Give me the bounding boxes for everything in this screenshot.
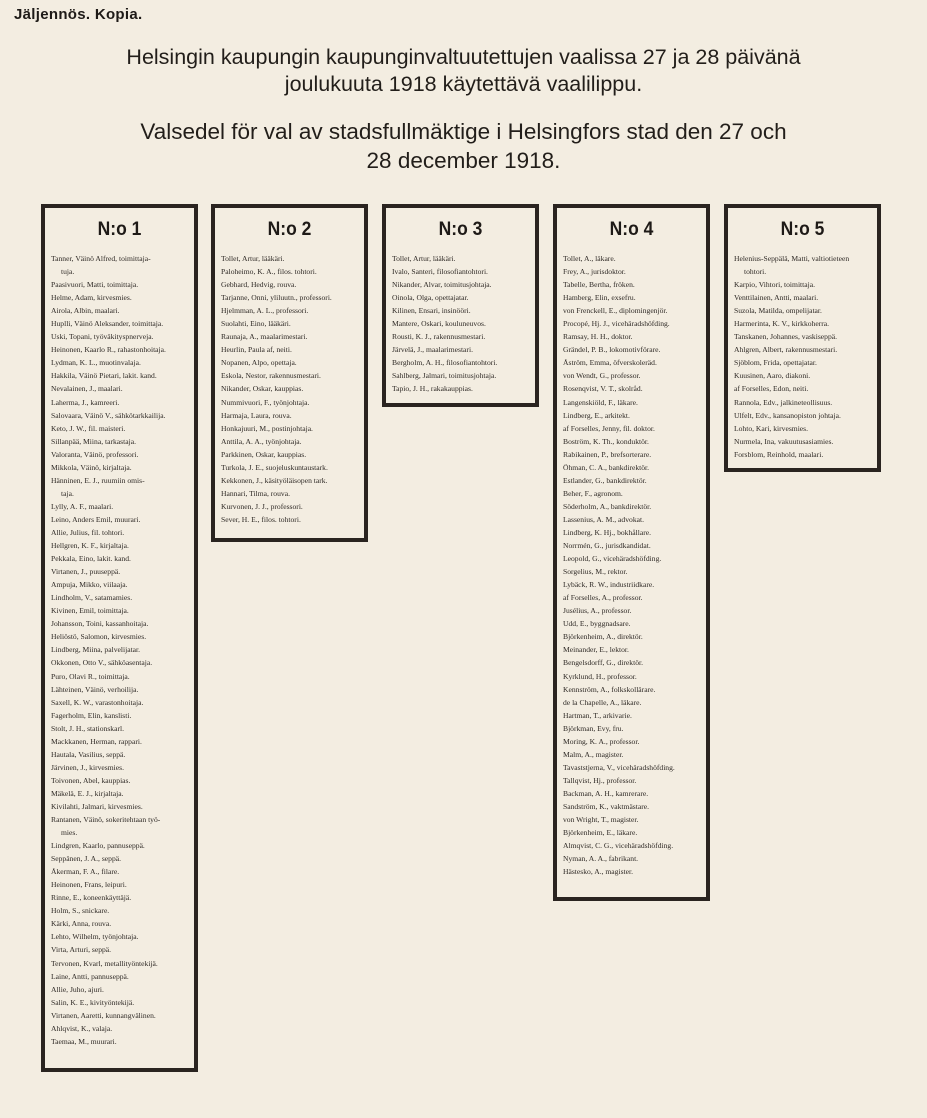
candidate-entry: Lindberg, Miina, palvelijatar. bbox=[51, 645, 141, 655]
candidate-entry: Pekkala, Eino, lakit. kand. bbox=[51, 554, 131, 564]
candidate-entry: Ampuja, Mikko, viilaaja. bbox=[51, 580, 128, 590]
candidate-entry: Stolt, J. H., stationskarl. bbox=[51, 723, 124, 733]
candidate-entry: von Frenckell, E., diplomingenjör. bbox=[563, 306, 668, 316]
candidate-entry: Öhman, C. A., bankdirektör. bbox=[563, 462, 650, 472]
candidate-entry: Boström, K. Th., konduktör. bbox=[563, 436, 649, 446]
candidate-entry: Åkerman, F. A., filare. bbox=[51, 867, 120, 877]
candidate-entry: Rinne, E., koneenkäyttäjä. bbox=[51, 893, 132, 903]
candidate-entry: Rannola, Edv., jalkineteollisuus. bbox=[734, 397, 833, 407]
candidate-entry: Laine, Antti, pannuseppä. bbox=[51, 971, 129, 981]
candidate-entry: Eskola, Nestor, rakennusmestari. bbox=[221, 371, 321, 381]
candidate-entry: Lehto, Wilhelm, työnjohtaja. bbox=[51, 932, 139, 942]
candidate-entry: Paasivuori, Matti, toimittaja. bbox=[51, 280, 139, 290]
candidate-entry: Allie, Juho, ajuri. bbox=[51, 984, 104, 994]
candidate-entry: Kekkonen, J., käsityöläisopen tark. bbox=[221, 475, 328, 485]
candidate-entry: Tollet, Artur, lääkäri. bbox=[221, 254, 285, 263]
candidate-names bbox=[563, 252, 700, 878]
candidate-entry: Puro, Olavi R., toimittaja. bbox=[51, 671, 130, 681]
candidate-entry: Nevalainen, J., maalari. bbox=[51, 384, 123, 394]
candidate-entry: Åström, Emma, öfverskoleräd. bbox=[563, 358, 657, 368]
candidate-entry: Mackkanen, Herman, rappari. bbox=[51, 736, 142, 746]
candidate-entry: Harmaja, Laura, rouva. bbox=[221, 410, 292, 420]
candidate-entry: Karpio, Vihtori, toimittaja. bbox=[734, 280, 816, 290]
candidate-entry: Mäkelä, E. J., kirjaltaja. bbox=[51, 788, 124, 798]
candidate-entry: Kurvonen, J. J., professori. bbox=[221, 501, 303, 511]
candidate-entry: Leopold, G., vicehäradshöfding. bbox=[563, 554, 662, 564]
candidate-entry: Forsblom, Reinhold, maalari. bbox=[734, 449, 824, 459]
candidate-entry: Mantere, Oskari, kouluneuvos. bbox=[392, 319, 486, 329]
candidate-entry: Johansson, Toini, kassanhoitaja. bbox=[51, 619, 149, 629]
candidate-list-4[interactable] bbox=[553, 204, 710, 901]
candidate-entry: Anttila, A. A., työnjohtaja. bbox=[221, 436, 302, 446]
candidate-entry: Estlander, G., bankdirektör. bbox=[563, 475, 647, 485]
candidate-names bbox=[392, 252, 529, 396]
candidate-list-3[interactable] bbox=[382, 204, 539, 407]
candidate-entry: Nikander, Oskar, kauppias. bbox=[221, 384, 304, 394]
candidate-entry: Backman, A. H., kamrerare. bbox=[563, 788, 649, 798]
candidate-entry: Norrmén, G., jurisdkandidat. bbox=[563, 541, 651, 551]
candidate-entry: mies. bbox=[61, 828, 78, 838]
candidate-entry: Tanskanen, Johannes, vaskiseppä. bbox=[734, 332, 838, 342]
candidate-entry: Rousti, K. J., rakennusmestari. bbox=[392, 332, 486, 342]
candidate-entry: Raunaja, A., maalarimestari. bbox=[221, 332, 308, 342]
candidate-entry: Sahlberg, Jalmari, toimitusjohtaja. bbox=[392, 371, 497, 381]
candidate-entry: Rosenqvist, V. T., skolråd. bbox=[563, 384, 643, 394]
candidate-entry: Turkola, J. E., suojeluskuntaustark. bbox=[221, 462, 328, 472]
candidate-entry: Björkman, Evy, fru. bbox=[563, 723, 624, 733]
list-number: N:o 1 bbox=[97, 219, 142, 240]
candidate-entry: Okkonen, Otto V., sähköasentaja. bbox=[51, 658, 153, 668]
candidate-entry: Ahlqvist, K., valaja. bbox=[51, 1023, 113, 1033]
candidate-entry: Suzola, Matilda, ompelijatar. bbox=[734, 306, 822, 316]
ballot-title-finnish-line1: Helsingin kaupungin kaupunginvaltuutettujen vaalissa 27 ja 28 päivänä bbox=[126, 45, 801, 69]
list-number: N:o 2 bbox=[267, 219, 312, 240]
list-number: N:o 4 bbox=[609, 219, 654, 240]
candidate-entry: Langenskiöld, F., läkare. bbox=[563, 397, 638, 407]
candidate-entry: Virta, Arturi, seppä. bbox=[51, 945, 112, 955]
candidate-entry: Lohto, Kari, kirvesmies. bbox=[734, 423, 809, 433]
candidate-entry: Saxell, K. W., varastonhoitaja. bbox=[51, 697, 144, 707]
candidate-entry: Tervonen, Kvarl, metallityöntekijä. bbox=[51, 958, 158, 968]
list-number: N:o 3 bbox=[438, 219, 483, 240]
candidate-entry: Hjelmman, A. L., professori. bbox=[221, 306, 309, 316]
candidate-entry: Sjöblom, Frida, opettajatar. bbox=[734, 358, 817, 368]
candidate-entry: Kennström, A., folkskollärare. bbox=[563, 684, 656, 694]
candidate-entry: Oinola, Olga, opettajatar. bbox=[392, 293, 469, 303]
candidate-entry: Sandström, K., vaktmästare. bbox=[563, 801, 650, 811]
candidate-entry: Lybäck, R. W., industriidkare. bbox=[563, 580, 655, 590]
candidate-entry: Valoranta, Väinö, professori. bbox=[51, 449, 139, 459]
candidate-entry: Frey, A., jurisdoktor. bbox=[563, 267, 626, 277]
candidate-entry: Lylly, A. F., maalari. bbox=[51, 501, 114, 511]
ballot-title-swedish-line1: Valsedel för val av stadsfullmäktige i Helsingfors stad den 27 och bbox=[140, 119, 787, 144]
candidate-entry: von Wendt, G., professor. bbox=[563, 371, 641, 381]
candidate-entry: Heliöstö, Salomon, kirvesmies. bbox=[51, 632, 147, 642]
candidate-entry: Hartman, T., arkivarie. bbox=[563, 710, 632, 720]
candidate-entry: Taemaa, M., muurari. bbox=[51, 1036, 117, 1046]
candidate-entry: Ulfelt, Edv., kansanopiston johtaja. bbox=[734, 410, 841, 420]
candidate-entry: Söderholm, A., bankdirektör. bbox=[563, 501, 652, 511]
candidate-list-1[interactable] bbox=[41, 204, 198, 1072]
candidate-entry: Virtanen, Aaretti, kunnangvälinen. bbox=[51, 1010, 156, 1020]
ballot-title-finnish-line2: joulukuuta 1918 käytettävä vaalilippu. bbox=[284, 72, 643, 96]
candidate-entry: Salovaara, Väinö V., sähkötarkkailija. bbox=[51, 410, 166, 420]
candidate-entry: Nyman, A. A., fabrikant. bbox=[563, 854, 639, 864]
candidate-entry: Tavaststjerna, V., vicehäradshöfding. bbox=[563, 762, 675, 772]
candidate-entry: Lindberg, K. Hj., bokhållare. bbox=[563, 527, 652, 537]
candidate-entry: Hannari, Tilma, rouva. bbox=[221, 488, 290, 498]
candidate-entry: Allie, Julius, fil. tohtori. bbox=[51, 527, 125, 537]
candidate-entry: Heurlin, Paula af, neiti. bbox=[221, 345, 292, 355]
candidate-entry: Leino, Anders Emil, muurari. bbox=[51, 514, 141, 524]
candidate-entry: Lydman, K. L., muotinvalaja. bbox=[51, 358, 141, 368]
candidate-entry: Keto, J. W., fil. maisteri. bbox=[51, 423, 126, 433]
candidate-entry: tohtori. bbox=[744, 267, 767, 277]
candidate-entry: Toivonen, Abel, kauppias. bbox=[51, 775, 131, 785]
candidate-names bbox=[51, 252, 188, 1048]
candidate-entry: Sever, H. E., filos. tohtori. bbox=[221, 514, 301, 524]
candidate-entry: Björkenheim, E., läkare. bbox=[563, 828, 638, 838]
candidate-entry: af Forselles, A., professor. bbox=[563, 593, 643, 603]
ballot-title-finnish bbox=[0, 44, 927, 98]
candidate-list-2[interactable] bbox=[211, 204, 368, 542]
candidate-entry: Lähteinen, Väinö, verhoilija. bbox=[51, 684, 139, 694]
candidate-entry: Nummivuori, F., työnjohtaja. bbox=[221, 397, 310, 407]
copy-stamp: Jäljennös. Kopia. bbox=[14, 6, 143, 23]
candidate-entry: Parkkinen, Oskar, kauppias. bbox=[221, 449, 307, 459]
candidate-entry: Ivalo, Santeri, filosofiantohtori. bbox=[392, 267, 488, 277]
candidate-entry: taja. bbox=[61, 488, 74, 498]
candidate-entry: Tollet, Artur, lääkäri. bbox=[392, 254, 456, 263]
candidate-entry: Kivilahti, Jalmari, kirvesmies. bbox=[51, 801, 143, 811]
candidate-entry: Lassenius, A. M., advokat. bbox=[563, 514, 644, 524]
candidate-entry: Kuusinen, Aaro, diakoni. bbox=[734, 371, 811, 381]
candidate-entry: Hautala, Vasilius, seppä. bbox=[51, 749, 126, 759]
candidate-entry: Harmerinta, K. V., kirkkoherra. bbox=[734, 319, 830, 329]
candidate-entry: Honkajuuri, M., postinjohtaja. bbox=[221, 423, 313, 433]
candidate-entry: Beher, F., agronom. bbox=[563, 488, 623, 498]
candidate-entry: Björkenheim, A., direktör. bbox=[563, 632, 643, 642]
candidate-entry: Mikkola, Väinö, kirjaltaja. bbox=[51, 462, 132, 472]
candidate-entry: Seppänen, J. A., seppä. bbox=[51, 854, 122, 864]
candidate-entry: Heinonen, Frans, leipuri. bbox=[51, 880, 127, 890]
candidate-entry: Nopanen, Alpo, opettaja. bbox=[221, 358, 297, 368]
candidate-entry: Hänninen, E. J., ruumiin omis- bbox=[51, 475, 145, 485]
candidate-entry: Järvinen, J., kirvesmies. bbox=[51, 762, 124, 772]
candidate-entry: Laherma, J., kamreeri. bbox=[51, 397, 120, 407]
candidate-entry: Bengelsdorff, G., direktör. bbox=[563, 658, 644, 668]
candidate-entry: Uski, Topani, työväkityspnerveja. bbox=[51, 332, 154, 342]
candidate-entry: Fagerholm, Elin, kanslisti. bbox=[51, 710, 132, 720]
candidate-entry: Sorgelius, M., rektor. bbox=[563, 567, 628, 577]
candidate-entry: af Forselles, Jenny, fil. doktor. bbox=[563, 423, 655, 433]
candidate-entry: Helenius-Seppälä, Matti, valtiotieteen bbox=[734, 254, 850, 263]
candidate-entry: Jusélius, A., professor. bbox=[563, 606, 632, 616]
candidate-entry: Venttilainen, Antti, maalari. bbox=[734, 293, 819, 303]
candidate-entry: de la Chapelle, A., läkare. bbox=[563, 697, 642, 707]
candidate-entry: Hamberg, Elin, exsefru. bbox=[563, 293, 636, 303]
candidate-entry: Moring, K. A., professor. bbox=[563, 736, 640, 746]
candidate-entry: Tanner, Väinö Alfred, toimittaja- bbox=[51, 254, 151, 263]
candidate-entry: Hellgren, K. F., kirjaltaja. bbox=[51, 541, 129, 551]
ballot-title-swedish bbox=[0, 117, 927, 175]
candidate-entry: Kärki, Anna, rouva. bbox=[51, 919, 112, 929]
candidate-entry: Tabelle, Bertha, fröken. bbox=[563, 280, 635, 290]
candidate-entry: Kilinen, Ensari, insinööri. bbox=[392, 306, 471, 316]
candidate-entry: Tallqvist, Hj., professor. bbox=[563, 775, 637, 785]
candidate-entry: Tarjanne, Onni, yliluutn., professori. bbox=[221, 293, 332, 303]
list-number: N:o 5 bbox=[780, 219, 825, 240]
candidate-list-5[interactable] bbox=[724, 204, 881, 472]
candidate-entry: tuja. bbox=[61, 267, 75, 277]
candidate-entry: Hakkila, Väinö Pietari, lakit. kand. bbox=[51, 371, 157, 381]
candidate-entry: Ramsay, H. H., doktor. bbox=[563, 332, 633, 342]
candidate-entry: Bergholm, A. H., filosofiantohtori. bbox=[392, 358, 498, 368]
candidate-entry: Lindholm, V., satamamies. bbox=[51, 593, 133, 603]
candidate-entry: Lindgren, Kaarlo, pannuseppä. bbox=[51, 841, 145, 851]
candidate-entry: Airola, Albin, maalari. bbox=[51, 306, 120, 316]
candidate-entry: Ahlgren, Albert, rakennusmestari. bbox=[734, 345, 838, 355]
candidate-names bbox=[221, 252, 358, 526]
ballot-title-swedish-line2: 28 december 1918. bbox=[366, 148, 561, 173]
candidate-entry: Nikander, Alvar, toimitusjohtaja. bbox=[392, 280, 492, 290]
candidate-entry: Kivinen, Emil, toimittaja. bbox=[51, 606, 129, 616]
candidate-entry: Gebhard, Hedvig, rouva. bbox=[221, 280, 297, 290]
candidate-entry: Tapio, J. H., rakakauppias. bbox=[392, 384, 473, 394]
candidate-entry: von Wright, T., magister. bbox=[563, 815, 639, 825]
candidate-entry: Huplli, Väinö Aleksander, toimittaja. bbox=[51, 319, 164, 329]
candidate-entry: Grändel, P. B., lokomotivförare. bbox=[563, 345, 661, 355]
candidate-entry: af Forselles, Edon, neiti. bbox=[734, 384, 809, 394]
candidate-entry: Malm, A., magister. bbox=[563, 749, 624, 759]
candidate-entry: Rabikainen, P., brefsorterare. bbox=[563, 449, 652, 459]
candidate-entry: Rantanen, Väinö, sokeritehtaan työ- bbox=[51, 815, 161, 825]
candidate-entry: Nurmela, Ina, vakuutusasiamies. bbox=[734, 436, 834, 446]
candidate-entry: Helme, Adam, kirvesmies. bbox=[51, 293, 132, 303]
candidate-entry: Holm, S., snickare. bbox=[51, 906, 110, 916]
candidate-entry: Järvelä, J., maalarimestari. bbox=[392, 345, 473, 355]
candidate-entry: Salin, K. E., kivityöntekijä. bbox=[51, 997, 135, 1007]
candidate-entry: Sillanpää, Miina, tarkastaja. bbox=[51, 436, 136, 446]
candidate-names bbox=[734, 252, 871, 461]
candidate-entry: Tollet, A., läkare. bbox=[563, 254, 616, 263]
candidate-entry: Meinander, E., lektor. bbox=[563, 645, 629, 655]
candidate-entry: Suolahti, Eino, lääkäri. bbox=[221, 319, 291, 329]
candidate-entry: Hästesko, A., magister. bbox=[563, 867, 634, 877]
candidate-entry: Kyrklund, H., professor. bbox=[563, 671, 637, 681]
candidate-entry: Almqvist, C. G., vicehäradshöfding. bbox=[563, 841, 674, 851]
candidate-entry: Virtanen, J., puuseppä. bbox=[51, 567, 121, 577]
candidate-entry: Procopé, Hj. J., vicehäradshöfding. bbox=[563, 319, 670, 329]
candidate-entry: Paloheimo, K. A., filos. tohtori. bbox=[221, 267, 317, 277]
candidate-entry: Lindberg, E., arkitekt. bbox=[563, 410, 630, 420]
candidate-entry: Heinonen, Kaarlo R., rahastonhoitaja. bbox=[51, 345, 166, 355]
candidate-entry: Udd, E., byggnadsare. bbox=[563, 619, 631, 629]
